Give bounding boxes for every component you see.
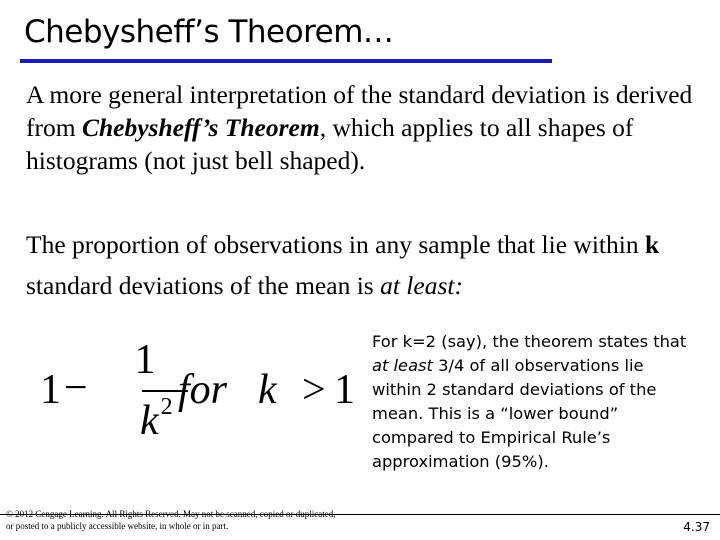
formula-denominator [140,394,173,445]
paragraph1-emphasis: Chebysheff’s Theorem [81,113,320,142]
formula-k: k [258,367,277,413]
paragraph2-part2: standard deviations of the mean is [26,271,381,300]
page-number: 4.37 [683,520,710,534]
paragraph1-text-before: A more general interpretation of the standard deviation is derived from [26,80,693,142]
paragraph-proportion-statement [26,224,706,306]
formula-for: for [178,367,228,413]
formula-numerator: 1 [134,337,156,383]
note-part1: For k=2 (say), the theorem states that [372,332,687,351]
formula-minus: − [64,365,88,411]
formula-greater-than: > [302,367,326,413]
note-part2: 3/4 of all observations lie within 2 standard deviations of the mean. This is a “lower bound” compared to Empirical Rule’s approximation (95%). [372,356,657,471]
title-underline [20,59,552,63]
example-note [372,330,692,474]
paragraph1-text-after: , which applies to all shapes of histograms (not just bell shaped). [26,113,634,175]
copyright-notice: © 2012 Cengage Learning. All Rights Reserved. May not be scanned, copied or duplicated, or posted to a publicly accessible website, in whole or in part. [6,509,336,531]
slide-title: Chebysheff’s Theorem… [24,14,394,50]
note-emphasis: at least [372,356,433,375]
paragraph2-k: k [644,230,660,259]
formula-one-right: 1 [334,367,355,413]
paragraph2-emphasis: at least: [380,271,463,300]
formula-exponent: 2 [160,394,173,420]
paragraph-general-interpretation [26,78,706,177]
chebysheff-formula [40,336,360,446]
formula-one: 1 [40,367,61,413]
formula-denominator-k: k [140,398,159,444]
formula-fraction [102,336,190,446]
paragraph2-part1: The proportion of observations in any sample that lie within [26,230,645,259]
